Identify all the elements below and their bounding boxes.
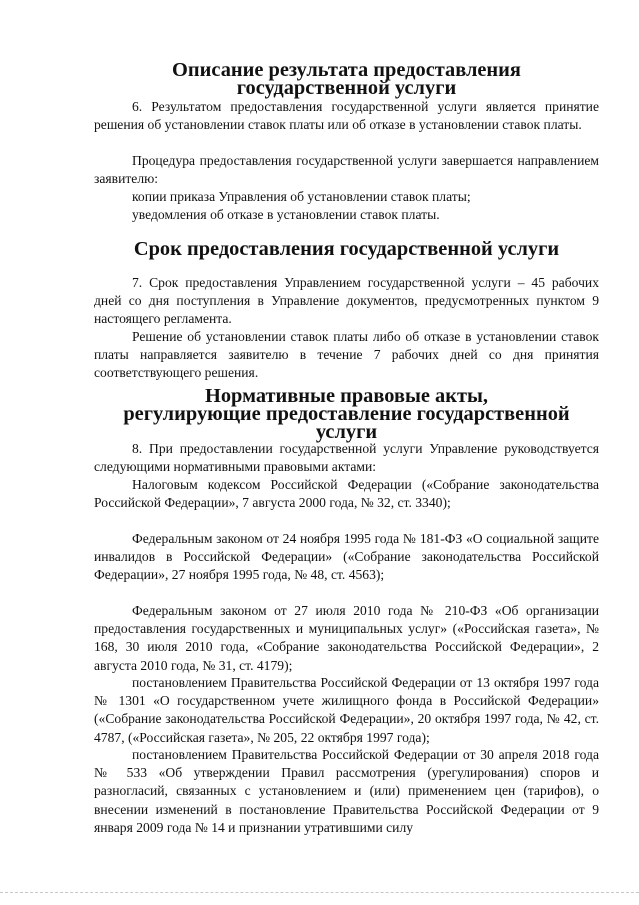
section-heading-acts xyxy=(94,387,599,442)
paragraph-7: 7. Срок предоставления Управлением государственной услуги – 45 рабочих дней со дня поступления в Управление документов, предусмотренных пунктом 9 настоящего регламента. xyxy=(94,275,599,327)
paragraph-8: 8. При предоставлении государственной услуги Управление руководствуется следующими нормативными правовыми актами: xyxy=(94,441,599,475)
act-tax-code: Налоговым кодексом Российской Федерации («Собрание законодательства Российской Федерации», 7 августа 2000 года, № 32, ст. 3340); xyxy=(94,477,599,511)
list-item-refusal-notice: уведомления об отказе в установлении ставок платы. xyxy=(132,207,440,222)
list-item-order-copy: копии приказа Управления об установлении ставок платы; xyxy=(132,189,471,204)
section-heading-acts-line2: регулирующие предоставление государственной услуги xyxy=(123,403,570,444)
act-181-fz: Федеральным законом от 24 ноября 1995 года № 181-ФЗ «О социальной защите инвалидов в Российской Федерации» («Собрание законодательства Российской Федерации», 27 ноября 1995 года, № 48, ст. 4563); xyxy=(94,531,599,583)
act-1301: постановлением Правительства Российской Федерации от 13 октября 1997 года № 1301 «О государственном учете жилищного фонда в Российской Федерации» («Собрание законодательства Российской Федерации», 20 октября 1997 года, № 42, ст. 4787, («Российская газета», № 205, 22 октября 1997 года); xyxy=(94,675,599,745)
section-heading-term: Срок предоставления государственной услуги xyxy=(133,238,560,260)
paragraph-procedure: Процедура предоставления государственной услуги завершается направлением заявителю: xyxy=(94,153,599,187)
paragraph-6: 6. Результатом предоставления государственной услуги является принятие решения об установлении ставок платы или об отказе в установлении ставок платы. xyxy=(94,99,599,133)
act-210-fz: Федеральным законом от 27 июля 2010 года № 210-ФЗ «Об организации предоставления государственных и муниципальных услуг» («Российская газета», № 168, 30 июля 2010 года, «Собрание законодательства Российской Федерации», 2 августа 2010 года, № 31, ст. 4179); xyxy=(94,603,599,673)
paragraph-decision: Решение об установлении ставок платы либо об отказе в установлении ставок платы направляется заявителю в течение 7 рабочих дней со дня принятия соответствующего решения. xyxy=(94,329,599,381)
section-heading-acts-line1: Нормативные правовые акты, xyxy=(205,385,488,407)
scan-edge-line xyxy=(0,892,639,894)
section-heading-result: Описание результата предоставления государственной услуги xyxy=(172,59,521,100)
act-533: постановлением Правительства Российской Федерации от 30 апреля 2018 года № 533 «Об утверждении Правил рассмотрения (урегулирования) споров и разногласий, связанных с установлением и (или) применением цен (тарифов), о внесении изменений в постановление Правительства Российской Федерации от 9 января 2009 года № 14 и признании утратившими силу xyxy=(94,747,599,835)
